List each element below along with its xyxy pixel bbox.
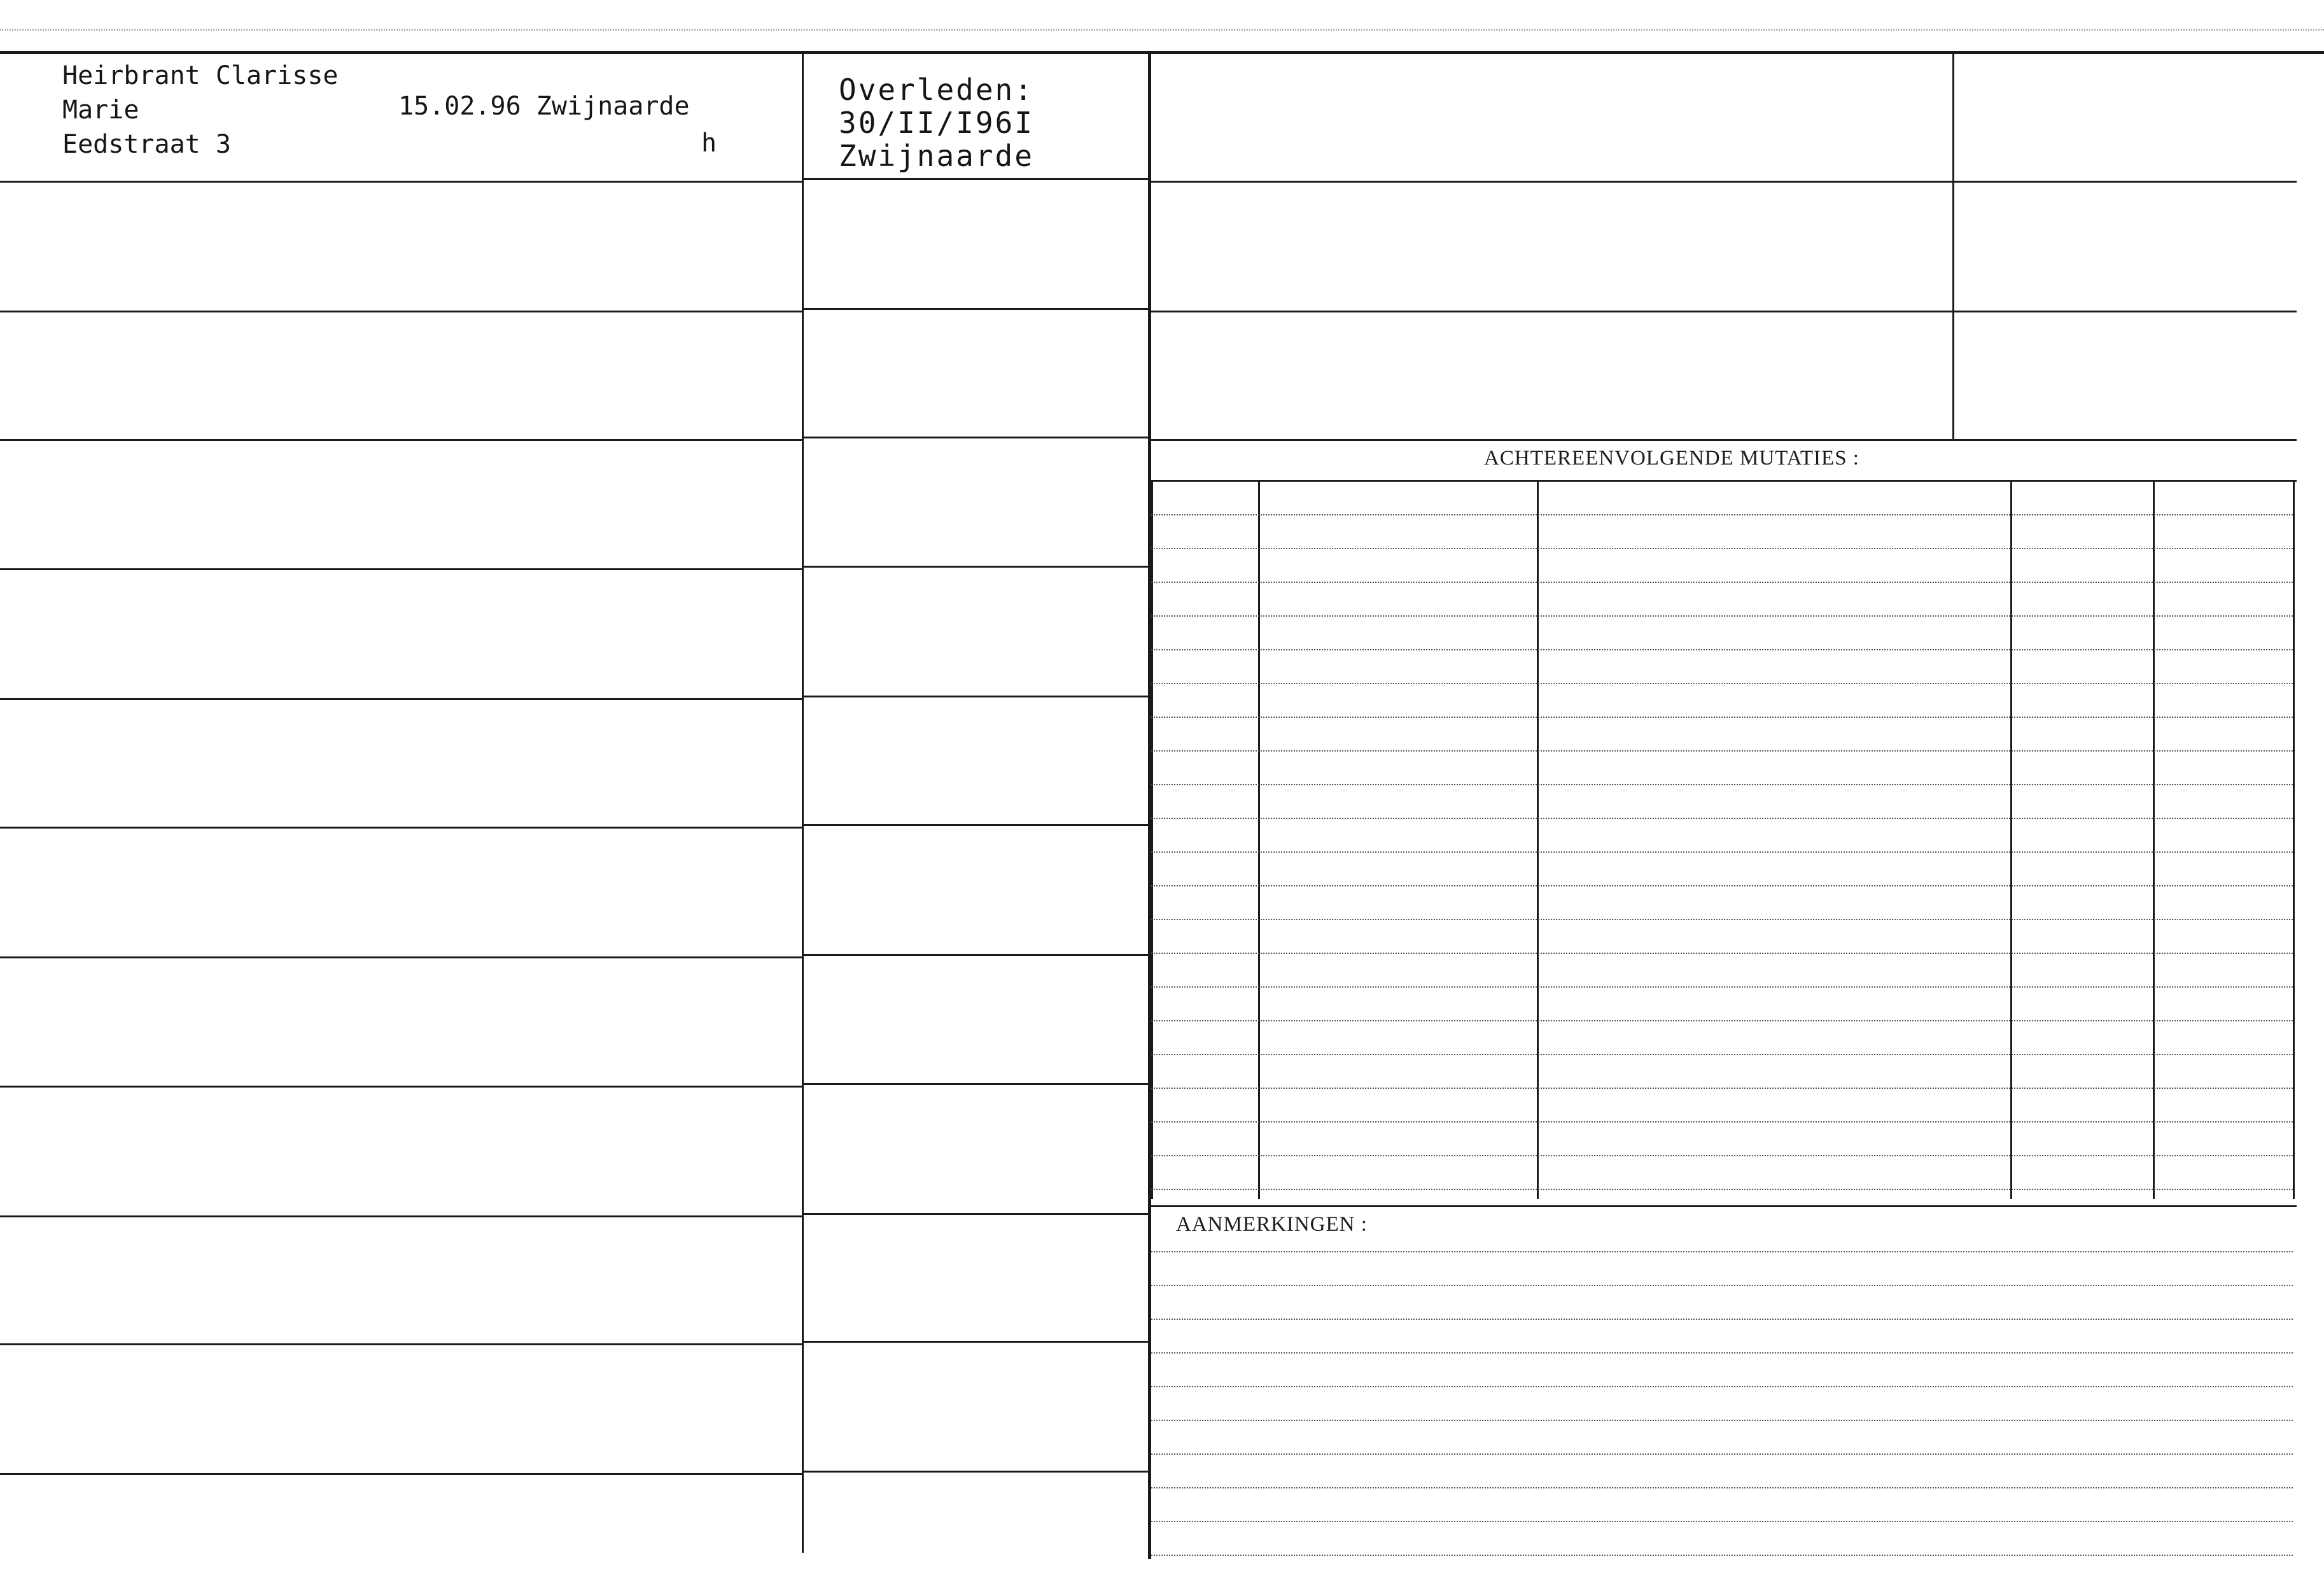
- middle-row-line: [804, 824, 1148, 826]
- death-place: Zwijnaarde: [839, 139, 1034, 173]
- mutaties-row-line: [1151, 649, 2293, 650]
- middle-row-line: [804, 566, 1148, 568]
- mutaties-column-line: [1537, 480, 1539, 1199]
- mutaties-row-line: [1151, 514, 2293, 515]
- left-row-line: [0, 698, 802, 700]
- aanmerkingen-line: [1151, 1555, 2293, 1556]
- left-row-line: [0, 1473, 802, 1475]
- mutaties-row-line: [1151, 750, 2293, 752]
- right-row-line-3: [1151, 439, 2297, 441]
- aanmerkingen-lines: [1151, 1241, 2297, 1559]
- left-row-line: [0, 1343, 802, 1345]
- aanmerkingen-line: [1151, 1251, 2293, 1252]
- aanmerkingen-line: [1151, 1319, 2293, 1320]
- middle-row-line: [804, 1213, 1148, 1215]
- divider-left-columns: [802, 54, 804, 1553]
- mutaties-row-line: [1151, 953, 2293, 954]
- mutaties-row-line: [1151, 582, 2293, 583]
- middle-row-line: [804, 696, 1148, 697]
- left-row-line: [0, 827, 802, 829]
- aanmerkingen-line: [1151, 1420, 2293, 1421]
- mutaties-row-line: [1151, 784, 2293, 785]
- right-upper-divider: [1952, 54, 1954, 439]
- mutaties-column-line: [1151, 480, 1153, 1199]
- person-address: Eedstraat 3: [62, 130, 231, 159]
- middle-row-line: [804, 1083, 1148, 1085]
- mutaties-row-line: [1151, 851, 2293, 853]
- aanmerkingen-line: [1151, 1285, 2293, 1286]
- left-row-line: [0, 1215, 802, 1217]
- aanmerkingen-heading: AANMERKINGEN :: [1176, 1213, 1368, 1236]
- person-birth: 15.02.96 Zwijnaarde: [398, 92, 690, 121]
- aanmerkingen-line: [1151, 1487, 2293, 1488]
- middle-row-line: [804, 1471, 1148, 1473]
- left-row-line: [0, 1086, 802, 1088]
- aanmerkingen-line: [1151, 1352, 2293, 1354]
- mutaties-grid: [1151, 480, 2297, 1199]
- middle-row-line: [804, 954, 1148, 956]
- aanmerkingen-line: [1151, 1521, 2293, 1522]
- right-row-line-2: [1151, 311, 2297, 312]
- mutaties-column-line: [2153, 480, 2155, 1199]
- mutaties-row-line: [1151, 919, 2293, 920]
- death-label: Overleden:: [839, 73, 1034, 107]
- middle-row-line: [804, 1341, 1148, 1343]
- right-row-line-1: [1151, 181, 2297, 183]
- mutaties-row-line: [1151, 885, 2293, 886]
- mutaties-heading: ACHTEREENVOLGENDE MUTATIES :: [1484, 447, 1859, 470]
- mutaties-row-line: [1151, 1054, 2293, 1055]
- death-date: 30/II/I96I: [839, 106, 1034, 140]
- person-given-name: Marie: [62, 95, 139, 125]
- mutaties-row-line: [1151, 1155, 2293, 1156]
- left-register-grid: [0, 0, 1149, 1582]
- aanmerkingen-line: [1151, 1453, 2293, 1455]
- mutaties-row-line: [1151, 717, 2293, 718]
- mutaties-column-line: [1258, 480, 1260, 1199]
- mutaties-row-line: [1151, 818, 2293, 819]
- left-row-line: [0, 568, 802, 570]
- mutaties-column-line: [2010, 480, 2012, 1199]
- middle-row-line: [804, 437, 1148, 438]
- mutaties-row-line: [1151, 1189, 2293, 1190]
- mutaties-row-line: [1151, 986, 2293, 988]
- left-row-line: [0, 956, 802, 958]
- left-row-line: [0, 439, 802, 441]
- person-name: Heirbrant Clarisse: [62, 61, 339, 90]
- left-row-line: [0, 181, 802, 183]
- mutaties-row-line: [1151, 548, 2293, 549]
- mutaties-column-line: [2293, 480, 2295, 1199]
- mutaties-row-line: [1151, 1020, 2293, 1021]
- middle-row-line: [804, 178, 1148, 180]
- mutaties-row-line: [1151, 683, 2293, 684]
- mutaties-bottom-border: [1151, 1205, 2297, 1207]
- middle-row-line: [804, 308, 1148, 310]
- aanmerkingen-line: [1151, 1386, 2293, 1387]
- mutaties-row-line: [1151, 1121, 2293, 1123]
- mutaties-row-line: [1151, 1088, 2293, 1089]
- left-row-line: [0, 311, 802, 312]
- mutaties-row-line: [1151, 615, 2293, 617]
- person-marker: h: [701, 129, 717, 158]
